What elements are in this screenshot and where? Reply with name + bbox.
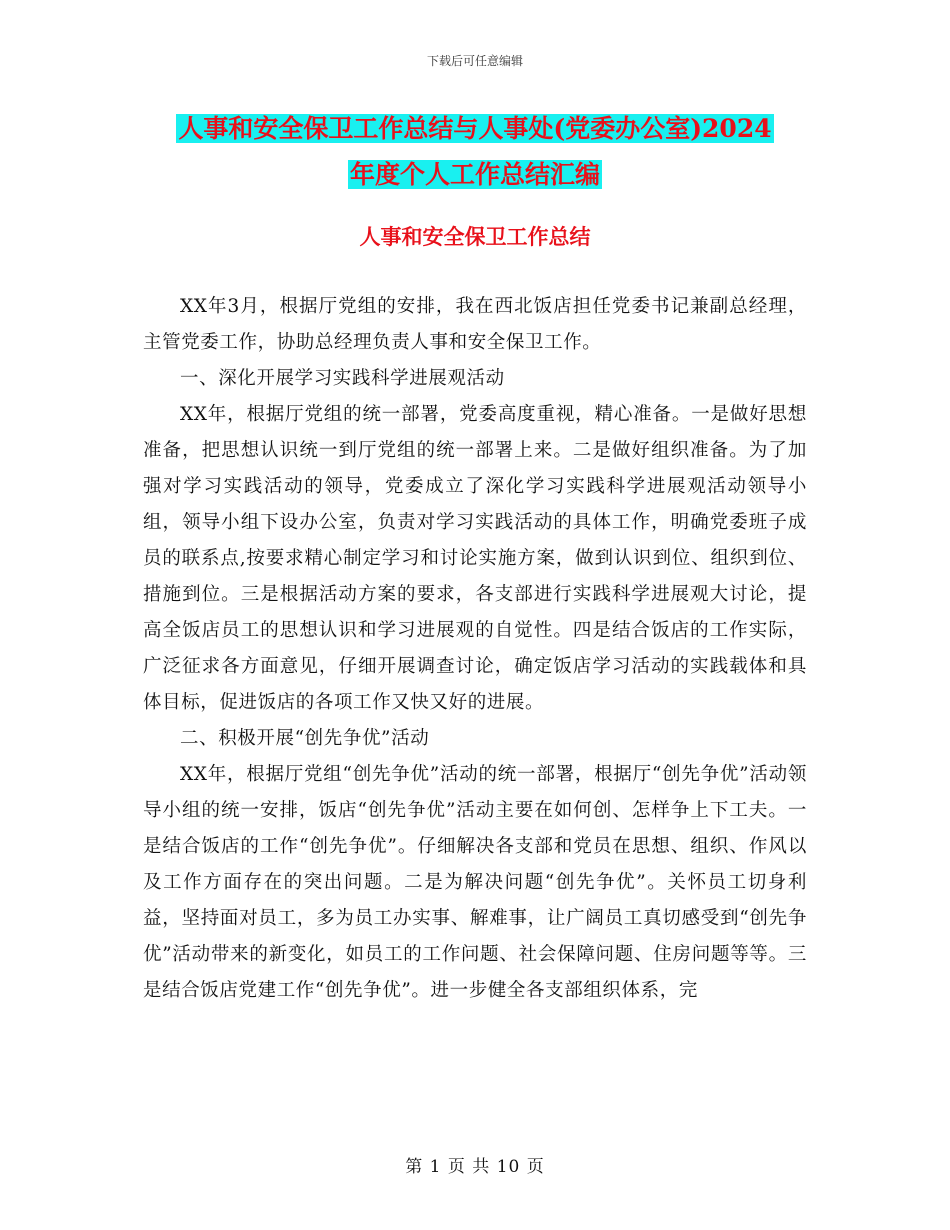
heading-part-two: 二、积极开展“创先争优”活动 (180, 728, 430, 749)
page-number-footer: 第 1 页 共 10 页 (405, 1157, 545, 1177)
paragraph-part-two: XX年，根据厅党组“创先争优”活动的统一部署，根据厅“创先争优”活动领导小组的统一安排，饭店“创先争优”活动主要在如何创、怎样争上下工夫。一是结合饭店的工作“创先争优”。仔细解决各支部和党员在思想、组织、作风以及工作方面存在的突出问题。二是为解决问题“创先争优”。关怀员工切身利益，坚持面对员工，多为员工办实事、解难事，让广阔员工真切感受到“创先争优”活动带来的新变化，如员工的工作问题、社会保障问题、住房问题等等。三是结合饭店党建工作“创先争优”。进一步健全各支部组织体系，完 (143, 764, 807, 1001)
body-text (143, 289, 807, 1009)
paragraph-part-one: XX年，根据厅党组的统一部署，党委高度重视，精心准备。一是做好思想准备，把思想认识统一到厅党组的统一部署上来。二是做好组织准备。为了加强对学习实践活动的领导，党委成立了深化学习实践科学进展观活动领导小组，领导小组下设办公室，负责对学习实践活动的具体工作，明确党委班子成员的联系点,按要求精心制定学习和讨论实施方案，做到认识到位、组织到位、措施到位。三是根据活动方案的要求，各支部进行实践科学进展观大讨论，提高全饭店员工的思想认识和学习进展观的自觉性。四是结合饭店的工作实际，广泛征求各方面意见，仔细开展调查讨论，确定饭店学习活动的实践载体和具体目标，促进饭店的各项工作又快又好的进展。 (143, 404, 807, 713)
document-title-line-1: 人事和安全保卫工作总结与人事处(党委办公室)2024 (178, 114, 772, 143)
page-header-note: 下载后可任意编辑 (426, 54, 523, 68)
section-title: 人事和安全保卫工作总结 (359, 224, 591, 249)
document-title-line-2: 年度个人工作总结汇编 (349, 160, 600, 189)
paragraph-intro: XX年3月，根据厅党组的安排，我在西北饭店担任党委书记兼副总经理，主管党委工作，协助总经理负责人事和安全保卫工作。 (143, 296, 807, 353)
document-title (150, 106, 800, 198)
heading-part-one: 一、深化开展学习实践科学进展观活动 (180, 368, 505, 389)
